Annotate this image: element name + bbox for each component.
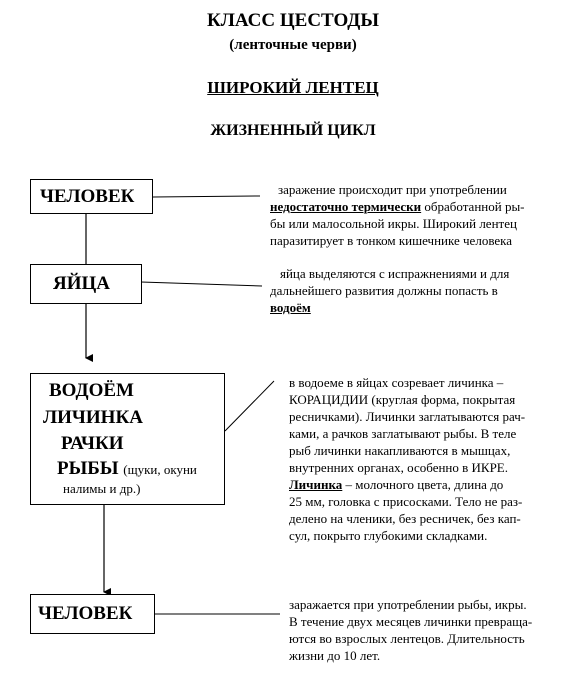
stage-box-human-final (30, 594, 155, 634)
section-heading: ЖИЗНЕННЫЙ ЦИКЛ (210, 122, 376, 139)
description-human-final (289, 596, 532, 664)
stage-label-larva: ЛИЧИНКА (43, 407, 143, 428)
desc-water-line1: в водоеме в яйцах созревает личинка – (289, 375, 504, 390)
desc-water-line4: ками, а рачков заглатывают рыбы. В теле (289, 426, 517, 441)
desc-human-line1: заражение происходит при употреблении (278, 182, 507, 197)
stage-label-human-final: ЧЕЛОВЕК (38, 603, 133, 624)
desc-human-line3: бы или малосольной икры. Широкий лентец (270, 216, 517, 231)
desc-human-final-line4: жизни до 10 лет. (289, 648, 381, 663)
stage-box-eggs (30, 264, 142, 304)
diagram-subtitle: (ленточные черви) (229, 37, 357, 53)
leader-water (225, 381, 274, 431)
stage-label-fish (57, 458, 197, 480)
leader-human1 (153, 196, 260, 197)
stage-box-water-larva-crustaceans-fish (30, 373, 225, 505)
description-eggs (270, 265, 509, 316)
diagram-title: КЛАСС ЦЕСТОДЫ (206, 10, 380, 31)
stage-label-human: ЧЕЛОВЕК (40, 186, 135, 207)
desc-water-line8: 25 мм, головка с присосками. Тело не раз- (289, 494, 523, 509)
stage-label-eggs: ЯЙЦА (53, 273, 110, 294)
fish-examples-note: (щуки, окуни (123, 462, 197, 477)
description-human (270, 181, 525, 249)
stage-box-human (30, 179, 153, 214)
stage-label-crustaceans: РАЧКИ (61, 433, 124, 454)
desc-water-line6: внутренних органах, особенно в ИКРЕ. (289, 460, 508, 475)
desc-water-line7-rest: – молочного цвета, длина до (342, 477, 504, 492)
desc-eggs-emphasis: водоём (270, 300, 311, 315)
desc-water-line7 (289, 476, 525, 493)
desc-human-line2 (270, 198, 525, 215)
description-water (289, 374, 525, 544)
desc-human-final-line2: В течение двух месяцев личинки превраща- (289, 614, 533, 629)
desc-eggs-line2: дальнейшего развития должны попасть в (270, 283, 498, 298)
desc-human-final-line3: ются во взрослых лентецов. Длительность (289, 631, 525, 646)
desc-water-line5: рыб личинки накапливаются в мышцах, (289, 443, 511, 458)
desc-water-emphasis: Личинка (289, 477, 343, 492)
desc-human-line4: паразитирует в тонком кишечнике человека (270, 233, 513, 248)
desc-human-emphasis: недостаточно термически (270, 199, 422, 214)
desc-eggs-line1: яйца выделяются с испражнениями и для (280, 266, 510, 281)
desc-water-line9: делено на членики, без ресничек, без кап- (289, 511, 521, 526)
desc-human-final-line1: заражается при употреблении рыбы, икры. (289, 597, 527, 612)
species-name: ШИРОКИЙ ЛЕНТЕЦ (207, 78, 379, 97)
desc-eggs-line3 (270, 299, 509, 316)
desc-water-line10: сул, покрыто глубокими складками. (289, 528, 488, 543)
stage-label-water: ВОДОЁМ (49, 380, 134, 401)
desc-water-line2: КОРАЦИДИИ (круглая форма, покрытая (289, 392, 516, 407)
leader-eggs (141, 282, 262, 286)
desc-human-line2-rest: обработанной ры- (421, 199, 525, 214)
fish-label: РЫБЫ (57, 458, 119, 479)
fish-examples-note-continued: налимы и др.) (63, 481, 141, 496)
desc-water-line3: ресничками). Личинки заглатываются рач- (289, 409, 526, 424)
